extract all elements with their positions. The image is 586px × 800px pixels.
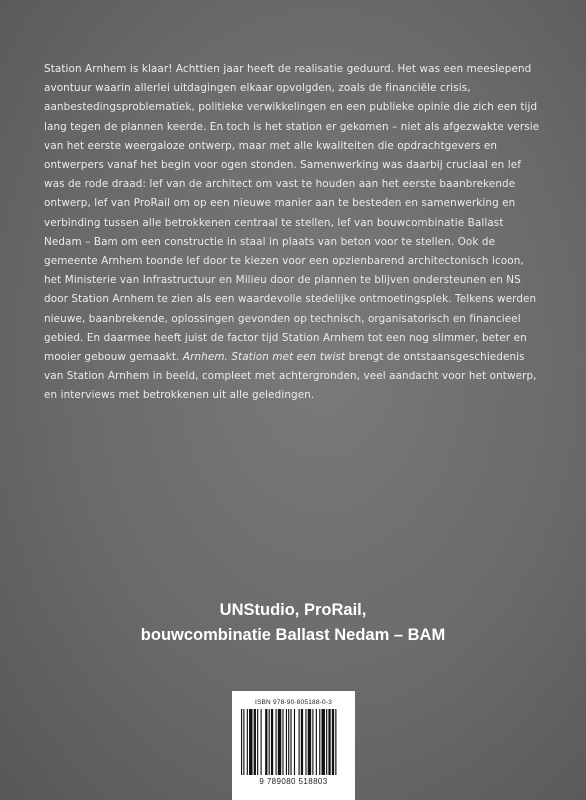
isbn-label: ISBN 978-90-805188-0-3 [254, 699, 333, 706]
authors-line-2: bouwcombinatie Ballast Nedam – BAM [140, 626, 446, 644]
blurb-text-intro: Station Arnhem is klaar! Achttien jaar heeft de realisatie geduurd. Het was een meeslepend avontuur waarin allerlei uitdagingen elkaar opvolgden, zoals de financiële crisis, aanbestedingsproblematiek, politieke verwikkelingen en een publieke opinie die zich een tijd lang tegen de plannen keerde. En toch is het station er gekomen – niet als afgezwakte versie van het eerste weergaloze ontwerp, maar met alle kwaliteiten die opdrachtgevers en ontwerpers vanaf het begin voor ogen stonden. Samenwerking was daarbij cruciaal en lef was de rode draad: lef van de architect om vast te houden aan het eerste baanbrekende ontwerp, lef van ProRail om op een nieuwe manier aan te besteden en samenwerking en verbinding tussen alle betrokkenen centraal te stellen, lef van bouwcombinatie Ballast Nedam – Bam om een constructie in staal in plaats van beton voor te stellen. Ook de gemeente Arnhem toonde lef door te kiezen voor een opzienbarend architectonisch icoon, het Ministerie van Infrastructuur en Milieu door de plannen te blijven ondersteunen en NS door Station Arnhem te zien als een waardevolle stedelijke ontmoetingsplek. Telkens werden nieuwe, baanbrekende, oplossingen gevonden op technisch, organisatorisch en financieel gebied. En daarmee heeft juist de factor tijd Station Arnhem tot een nog slimmer, beter en mooier gebouw gemaakt. [44, 63, 540, 364]
blurb-text-outro: brengt de ontstaansgeschiedenis van Station Arnhem in beeld, compleet met achtergronden, veel aandacht voor het ontwerp, en interviews met betrokkenen uit alle geledingen. [44, 351, 537, 402]
authors-block [0, 598, 586, 648]
book-title-italic: Arnhem. Station met een twist [182, 351, 346, 364]
barcode-digits: 9 789080 518803 [259, 777, 328, 786]
isbn-barcode [232, 691, 355, 800]
barcode-bars-icon [239, 709, 348, 777]
back-cover-blurb [44, 60, 544, 406]
authors-line-1: UNStudio, ProRail, [219, 601, 367, 619]
